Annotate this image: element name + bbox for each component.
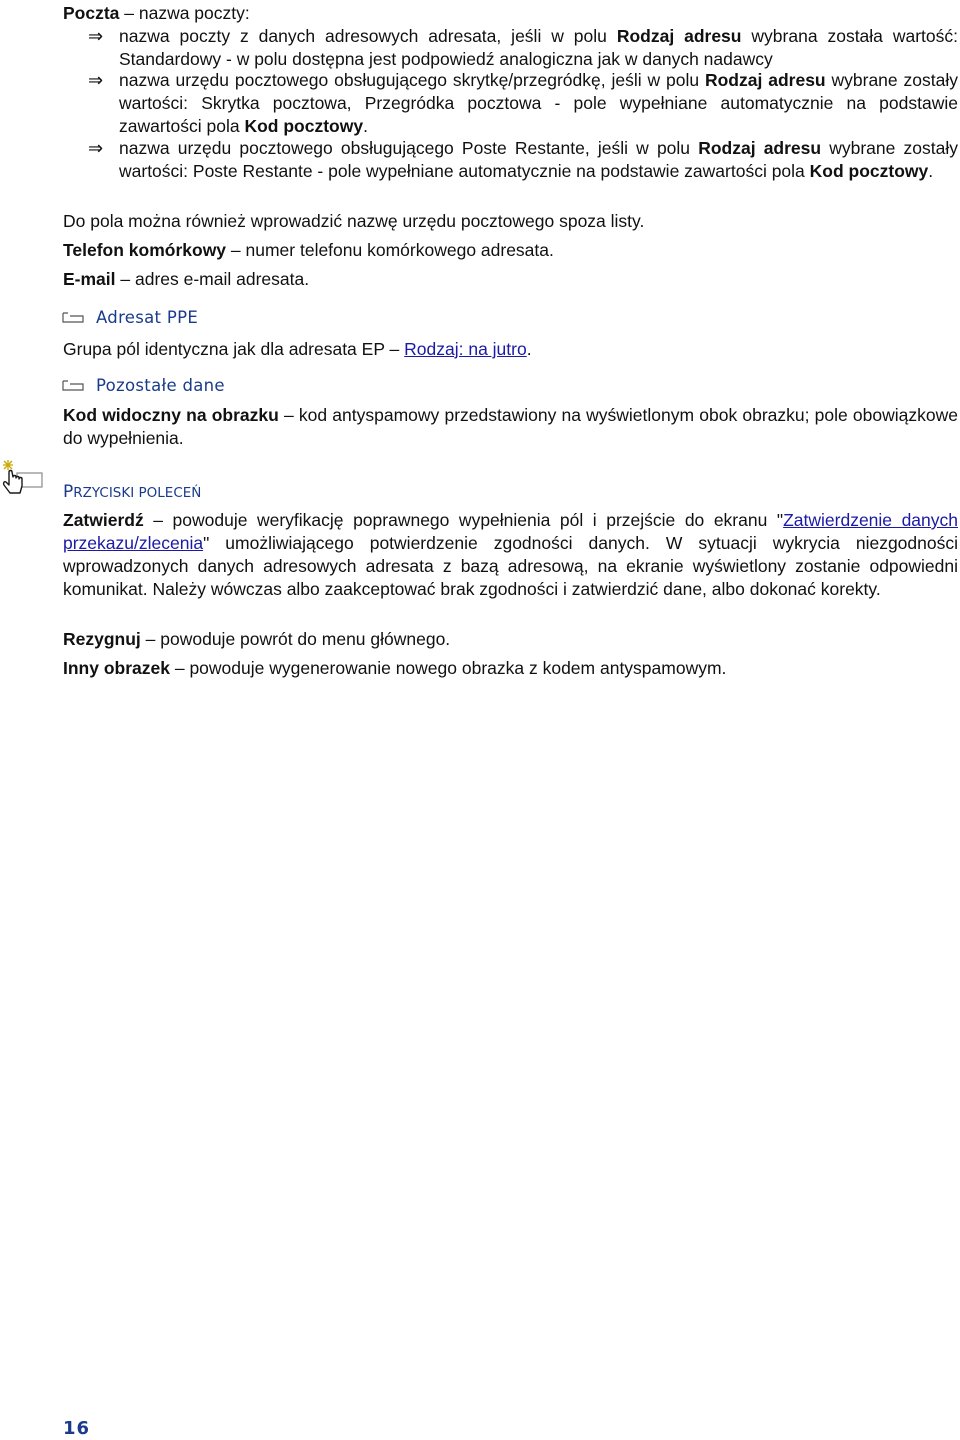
- arrow-icon: ⇒: [88, 70, 104, 91]
- section-przyciski-polecen: [63, 480, 201, 505]
- section-title-rest: RZYCISKI POLECEŃ: [73, 485, 202, 501]
- text-part: Grupa pól identyczna jak dla adresata EP –: [63, 339, 405, 359]
- bracket-icon: [62, 306, 84, 318]
- rezygnuj-desc: [63, 628, 958, 651]
- bullet-text-part: nazwa urzędu pocztowego obsługującego skrytkę/przegródkę, jeśli w polu: [119, 70, 705, 90]
- bullet-text-part: nazwa urzędu pocztowego obsługującego Poste Restante, jeśli w polu: [119, 138, 699, 158]
- arrow-icon: ⇒: [88, 26, 104, 47]
- bullet-text: [119, 69, 958, 138]
- pointer-hand-icon: [0, 458, 46, 498]
- phone-label: Telefon komórkowy: [63, 240, 227, 260]
- section-adresat-ppe: [62, 306, 198, 329]
- section-title: Adresat PPE: [96, 308, 199, 327]
- bullet-text-part: wybrane zostały wartości: Poste Restante - pole wypełniane automatycznie na podstawie zawartości pola: [119, 138, 958, 181]
- zatwierdzenie-danych-link[interactable]: Zatwierdzenie danych przekazu/zlecenia: [63, 510, 959, 553]
- text-part: .: [526, 339, 532, 359]
- poczta-bullet-2: [88, 69, 960, 138]
- section-pozostale-dane: [62, 374, 225, 397]
- arrow-icon: ⇒: [88, 138, 104, 159]
- poczta-bullet-3: [88, 137, 960, 183]
- phone-field-desc: [63, 239, 958, 262]
- email-label: E-mail: [63, 269, 116, 289]
- section-title-initial: P: [63, 482, 74, 502]
- bullet-text-part: wybrana została wartość: Standardowy - w polu dostępna jest podpowiedź analogiczna jak w danych nadawcy: [119, 26, 958, 69]
- poczta-desc: – nazwa poczty:: [119, 3, 250, 23]
- rezygnuj-label: Rezygnuj: [63, 629, 141, 649]
- bullet-text: [119, 137, 958, 183]
- phone-desc: – numer telefonu komórkowego adresata.: [226, 240, 554, 260]
- bullet-field-name: Kod pocztowy: [244, 116, 364, 136]
- zatwierdz-label: Zatwierdź: [63, 510, 144, 530]
- page-number: 16: [63, 1418, 91, 1439]
- zatwierdz-desc: [63, 509, 958, 601]
- captcha-label: Kod widoczny na obrazku: [63, 405, 279, 425]
- bullet-field-name: Rodzaj adresu: [698, 138, 822, 158]
- bracket-icon: [62, 374, 84, 386]
- section-title: Pozostałe dane: [96, 376, 225, 395]
- other-office-note: Do pola można również wprowadzić nazwę urzędu pocztowego spoza listy.: [63, 211, 645, 231]
- bullet-text-part: .: [363, 116, 368, 136]
- bullet-text-part: .: [928, 161, 934, 181]
- inny-obrazek-desc: [63, 657, 958, 680]
- rodzaj-na-jutro-link[interactable]: Rodzaj: na jutro: [404, 339, 527, 359]
- email-desc: – adres e-mail adresata.: [115, 269, 310, 289]
- captcha-field-desc: [63, 404, 958, 450]
- bullet-text-part: nazwa poczty z danych adresowych adresata, jeśli w polu: [119, 26, 617, 46]
- poczta-label: Poczta: [63, 3, 120, 23]
- bullet-field-name: Kod pocztowy: [809, 161, 929, 181]
- captcha-desc: – kod antyspamowy przedstawiony na wyświetlonym obok obrazku; pole obowiązkowe do wypełnienia.: [63, 405, 958, 448]
- bullet-text: [119, 25, 958, 71]
- inny-obrazek-text: – powoduje wygenerowanie nowego obrazka z kodem antyspamowym.: [169, 658, 727, 678]
- email-field-desc: [63, 268, 958, 291]
- bullet-text-part: wybrane zostały wartości: Skrytka pocztowa, Przegródka pocztowa - pole wypełniane automatycznie na podstawie zawartości pola: [119, 70, 958, 136]
- inny-obrazek-label: Inny obrazek: [63, 658, 170, 678]
- rezygnuj-text: – powoduje powrót do menu głównego.: [140, 629, 451, 649]
- text-part: – powoduje weryfikację poprawnego wypełnienia pól i przejście do ekranu ": [143, 510, 784, 530]
- poczta-bullet-1: [88, 25, 960, 71]
- bullet-field-name: Rodzaj adresu: [704, 70, 826, 90]
- bullet-field-name: Rodzaj adresu: [616, 26, 742, 46]
- poczta-heading: [63, 2, 250, 25]
- adresat-ppe-text: [63, 338, 958, 361]
- text-part: " umożliwiającego potwierdzenie zgodności danych. W sytuacji wykrycia niezgodności wprowadzonych danych adresowych adresata z bazą adresową, na ekranie wyświetlony zostanie odpowiedni komunikat. Należy wówczas albo zaakceptować brak zgodności i zatwierdzić dane, albo dokonać korekty.: [63, 533, 958, 599]
